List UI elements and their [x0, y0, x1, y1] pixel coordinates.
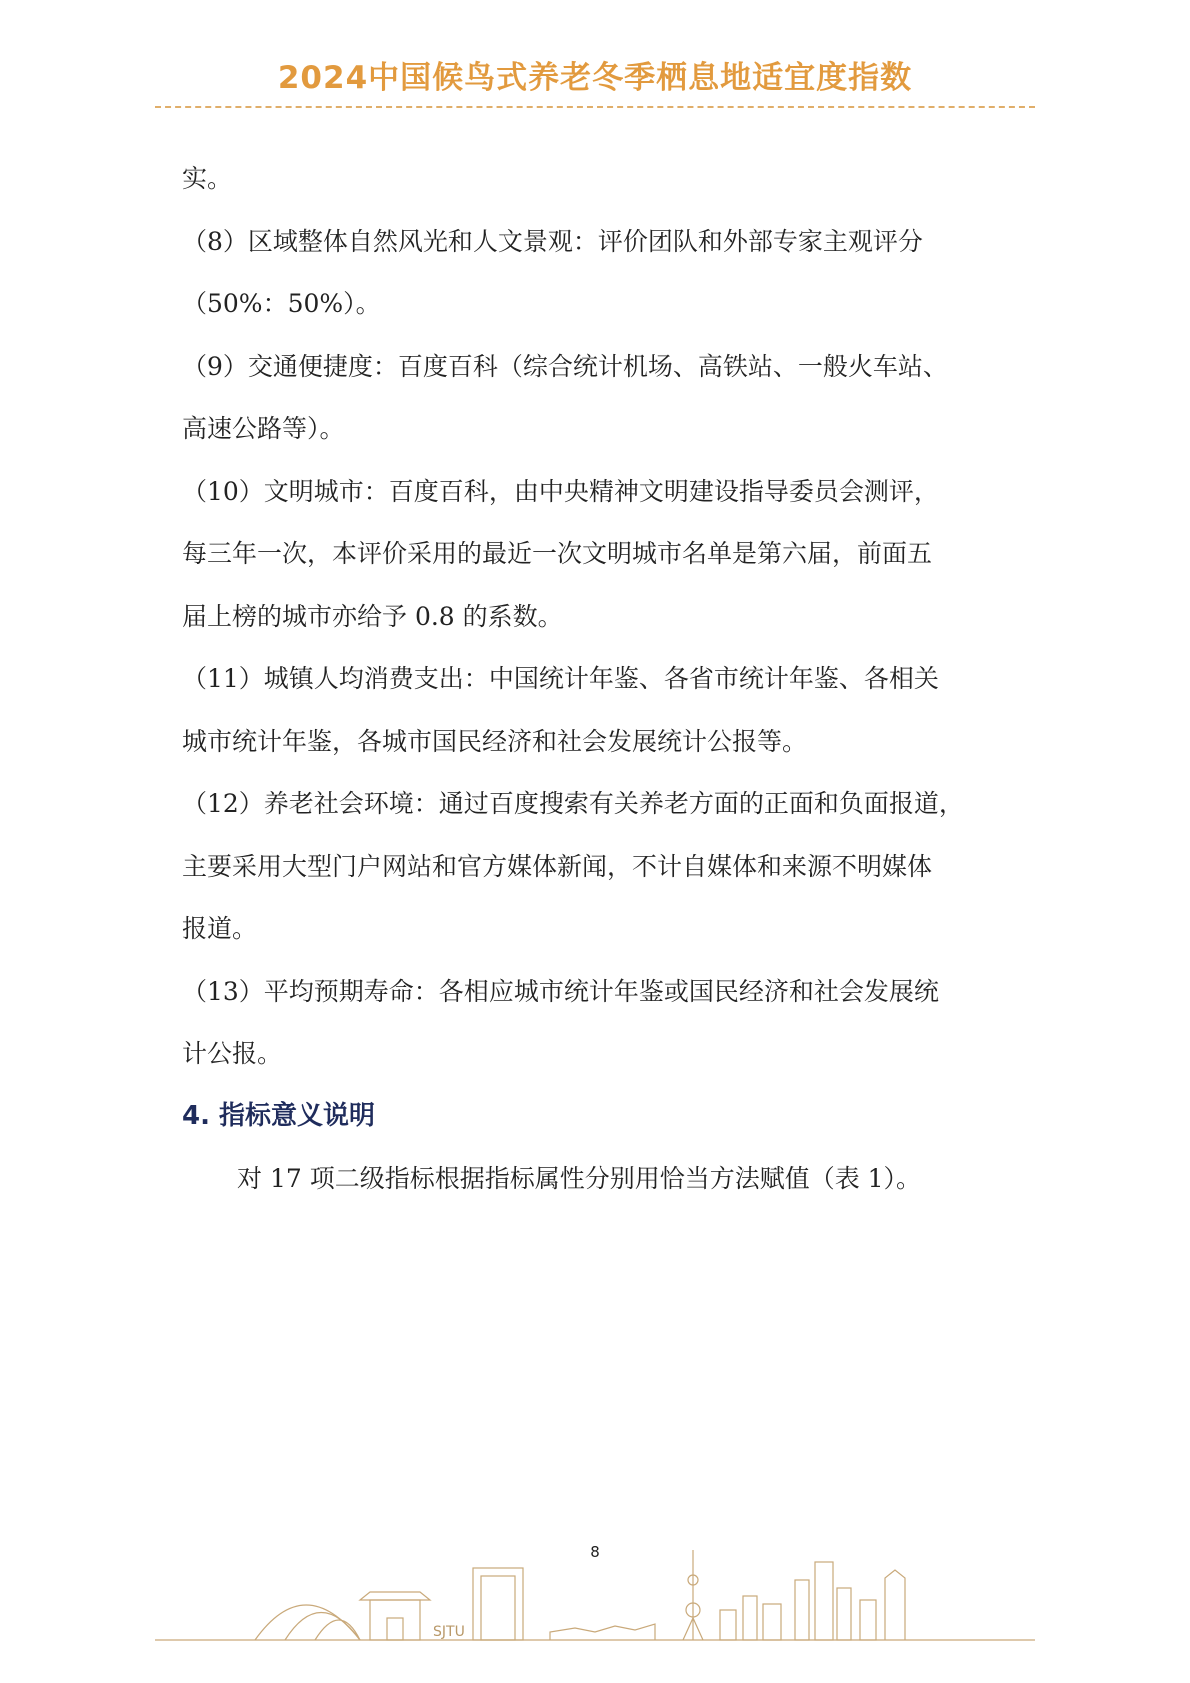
body-line: 计公报。 — [182, 1039, 283, 1068]
body-line: 每三年一次，本评价采用的最近一次文明城市名单是第六届，前面五 — [182, 539, 933, 568]
body-line: 实。 — [182, 164, 233, 193]
body-line: （8）区域整体自然风光和人文景观：评价团队和外部专家主观评分 — [182, 226, 923, 256]
body-line: （13）平均预期寿命：各相应城市统计年鉴或国民经济和社会发展统 — [182, 976, 939, 1006]
section-paragraph: 对 17 项二级指标根据指标属性分别用恰当方法赋值（表 1）。 — [237, 1164, 922, 1193]
body-line: （10）文明城市：百度百科，由中央精神文明建设指导委员会测评， — [182, 476, 939, 506]
body-line: 报道。 — [182, 914, 258, 943]
body-text — [182, 148, 1012, 1086]
body-line: （9）交通便捷度：百度百科（综合统计机场、高铁站、一般火车站、 — [182, 351, 948, 381]
footer-skyline-illustration — [155, 1540, 1035, 1650]
section-heading: 4. 指标意义说明 — [182, 1101, 376, 1131]
body-line: 届上榜的城市亦给予 0.8 的系数。 — [182, 601, 563, 631]
body-line: 高速公路等）。 — [182, 414, 345, 443]
page-number: 8 — [590, 1543, 600, 1561]
header-divider — [155, 106, 1035, 108]
body-line: 城市统计年鉴，各城市国民经济和社会发展统计公报等。 — [182, 726, 808, 756]
body-line: （11）城镇人均消费支出：中国统计年鉴、各省市统计年鉴、各相关 — [182, 664, 939, 693]
body-line: （50%：50%）。 — [182, 289, 381, 318]
body-line: 主要采用大型门户网站和官方媒体新闻，不计自媒体和来源不明媒体 — [182, 851, 933, 881]
sjtu-logo-text: SJTU — [433, 1624, 465, 1640]
body-line: （12）养老社会环境：通过百度搜索有关养老方面的正面和负面报道， — [182, 789, 964, 818]
page-header-title: 2024中国候鸟式养老冬季栖息地适宜度指数 — [277, 60, 913, 96]
